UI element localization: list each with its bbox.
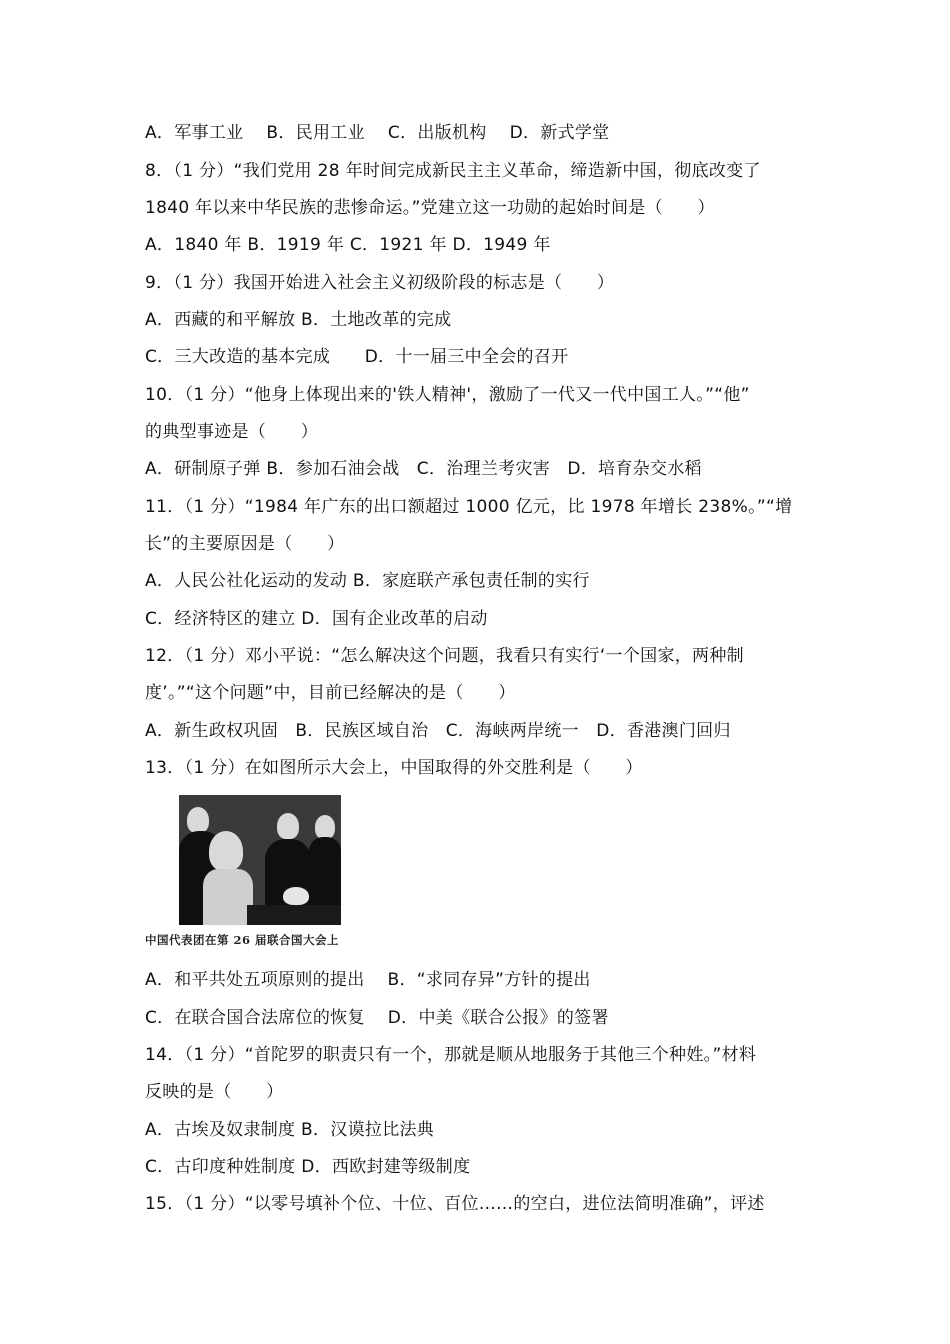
q12-stem-line1: 12．（1 分）邓小平说：“怎么解决这个问题，我看只有实行‘一个国家，两种制 bbox=[145, 646, 744, 666]
q14-stem-line1: 14．（1 分）“首陀罗的职责只有一个，那就是顺从地服务于其他三个种姓。”材料 bbox=[145, 1045, 757, 1065]
q9-options-line2: C．三大改造的基本完成 D．十一届三中全会的召开 bbox=[145, 347, 569, 367]
q11-options-line2: C．经济特区的建立 D．国有企业改革的启动 bbox=[145, 609, 488, 629]
q10-stem-line1: 10．（1 分）“他身上体现出来的'铁人精神'，激励了一代又一代中国工人。”“他” bbox=[145, 385, 750, 405]
q11-stem-line1: 11．（1 分）“1984 年广东的出口额超过 1000 亿元，比 1978 年增长 238%。”“增 bbox=[145, 497, 793, 517]
q10-stem-line2: 的典型事迹是（ ） bbox=[145, 422, 318, 442]
q13-stem: 13．（1 分）在如图所示大会上，中国取得的外交胜利是（ ） bbox=[145, 758, 643, 778]
q15-stem-line1: 15．（1 分）“以零号填补个位、十位、百位……的空白，进位法简明准确”，评述 bbox=[145, 1194, 765, 1214]
q8-options: A．1840 年 B．1919 年 C．1921 年 D．1949 年 bbox=[145, 235, 551, 255]
q12-options: A．新生政权巩固 B．民族区域自治 C．海峡两岸统一 D．香港澳门回归 bbox=[145, 721, 731, 741]
q11-options-line1: A．人民公社化运动的发动 B．家庭联产承包责任制的实行 bbox=[145, 571, 590, 591]
q10-options: A．研制原子弹 B．参加石油会战 C．治理兰考灾害 D．培育杂交水稻 bbox=[145, 459, 702, 479]
q14-options-line2: C．古印度种姓制度 D．西欧封建等级制度 bbox=[145, 1157, 471, 1177]
q11-stem-line2: 长”的主要原因是（ ） bbox=[145, 534, 345, 554]
q13-figure bbox=[145, 795, 385, 955]
q14-options-line1: A．古埃及奴隶制度 B．汉谟拉比法典 bbox=[145, 1120, 435, 1140]
q8-stem-line2: 1840 年以来中华民族的悲惨命运。”党建立这一功勋的起始时间是（ ） bbox=[145, 198, 715, 218]
q7-options: A．军事工业 B．民用工业 C．出版机构 D．新式学堂 bbox=[145, 123, 610, 143]
un-assembly-photo bbox=[179, 795, 341, 925]
q9-options-line1: A．西藏的和平解放 B．土地改革的完成 bbox=[145, 310, 452, 330]
q14-stem-line2: 反映的是（ ） bbox=[145, 1082, 284, 1102]
figure-caption: 中国代表团在第 26 届联合国大会上 bbox=[145, 933, 340, 947]
q12-stem-line2: 度’。”“这个问题”中，目前已经解决的是（ ） bbox=[145, 683, 516, 703]
q13-options-line2: C．在联合国合法席位的恢复 D．中美《联合公报》的签署 bbox=[145, 1008, 609, 1028]
q13-options-line1: A．和平共处五项原则的提出 B．“求同存异”方针的提出 bbox=[145, 970, 591, 990]
q9-stem: 9．（1 分）我国开始进入社会主义初级阶段的标志是（ ） bbox=[145, 273, 615, 293]
q8-stem-line1: 8．（1 分）“我们党用 28 年时间完成新民主主义革命，缔造新中国，彻底改变了 bbox=[145, 161, 761, 181]
